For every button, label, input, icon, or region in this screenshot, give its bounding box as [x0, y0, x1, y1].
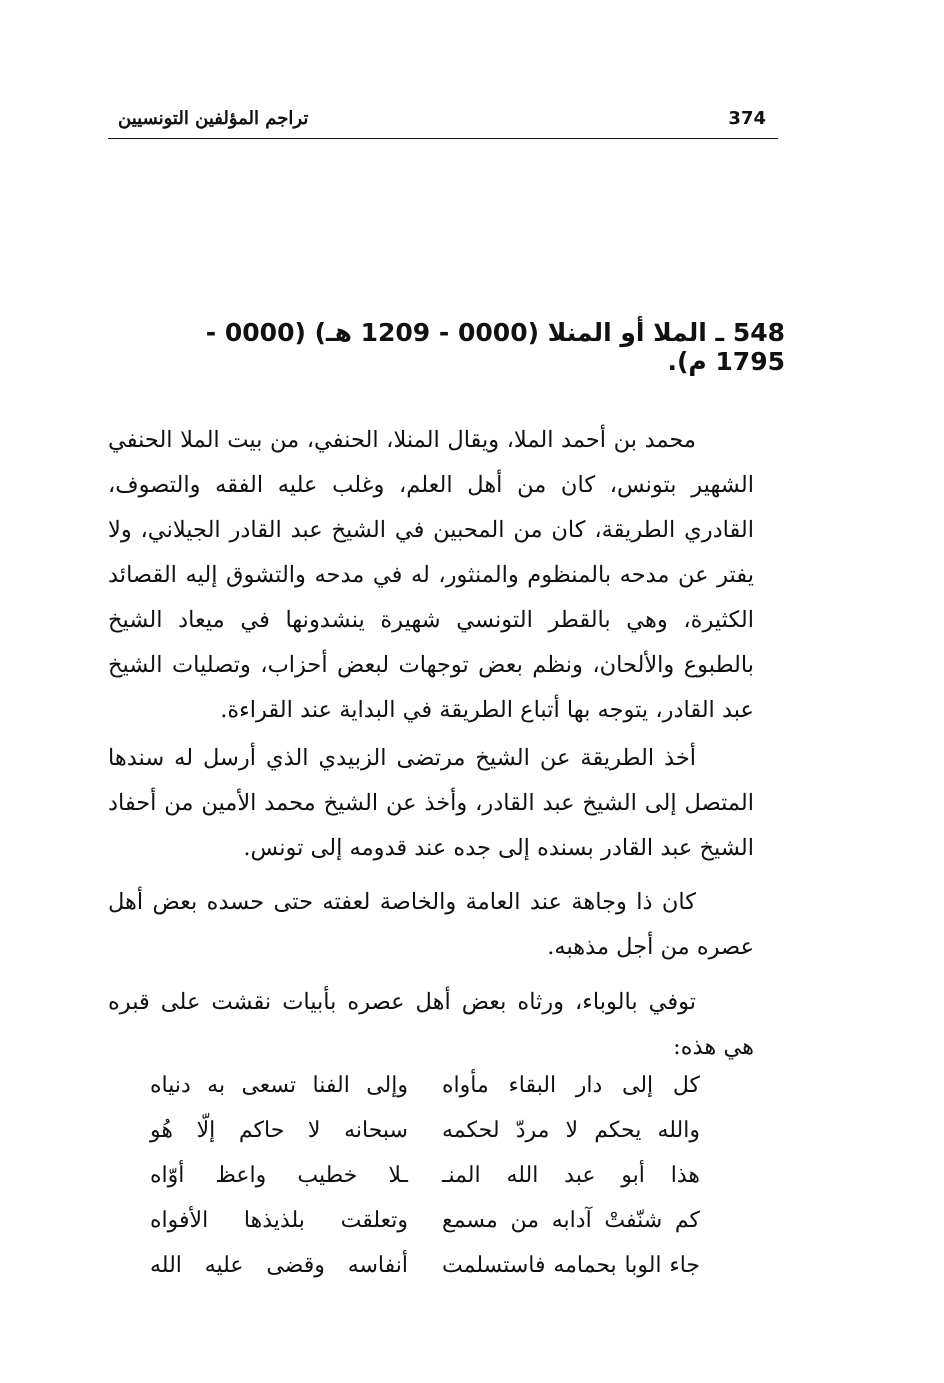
- paragraph-standing: [108, 880, 754, 970]
- verse-second-hemistich: أنفاسه وقضى عليه الله: [150, 1253, 408, 1278]
- verse-second-hemistich: وإلى الفنا تسعى به دنياه: [150, 1073, 408, 1098]
- verse-first-hemistich: كل إلى دار البقاء مأواه: [442, 1073, 700, 1098]
- entry-heading: 548 ـ الملا أو المنلا (0000 - 1209 هـ) (0000 - 1795 م).: [205, 318, 785, 376]
- paragraph-text: كان ذا وجاهة عند العامة والخاصة لعفته حتى حسده بعض أهل عصره من أجل مذهبه.: [108, 889, 754, 960]
- verse-first-hemistich: جاء الوبا بحمامه فاستسلمت: [442, 1253, 700, 1278]
- poem-verse: [150, 1198, 700, 1243]
- verse-first-hemistich: والله يحكم لا مردّ لحكمه: [442, 1118, 700, 1143]
- paragraph-text: توفي بالوباء، ورثاه بعض أهل عصره بأبيات نقشت على قبره هي هذه:: [108, 989, 754, 1060]
- paragraph-biography: [108, 418, 754, 733]
- paragraph-text: محمد بن أحمد الملا، ويقال المنلا، الحنفي، من بيت الملا الحنفي الشهير بتونس، كان من أهل العلم، وغلب عليه الفقه والتصوف، القادري الطريقة، كان من المحبين في الشيخ عبد القادر الجيلاني، ولا يفتر عن مدحه بالمنظوم والمنثور، له في مدحه والتشوق إليه القصائد الكثيرة، وهي بالقطر التونسي شهيرة ينشدونها في ميعاد الشيخ بالطبوع والألحان، ونظم بعض توجهات لبعض أحزاب، وتصليات الشيخ عبد القادر، يتوجه بها أتباع الطريقة في البداية عند القراءة.: [108, 427, 754, 723]
- running-header: [108, 108, 778, 139]
- paragraph-death: [108, 980, 754, 1070]
- poem-verse: [150, 1108, 700, 1153]
- paragraph-lineage: [108, 736, 754, 871]
- page-number: 374: [728, 108, 766, 129]
- verse-second-hemistich: سبحانه لا حاكم إلّا هُو: [150, 1118, 408, 1143]
- poem-verse: [150, 1063, 700, 1108]
- elegy-poem: [150, 1063, 700, 1288]
- verse-first-hemistich: هذا أبو عبد الله المنـ: [442, 1163, 700, 1188]
- verse-second-hemistich: ـلا خطيب واعظ أوّاه: [150, 1163, 408, 1188]
- verse-first-hemistich: كم شنّفتْ آدابه من مسمع: [442, 1208, 700, 1233]
- verse-second-hemistich: وتعلقت بلذيذها الأفواه: [150, 1208, 408, 1233]
- poem-verse: [150, 1243, 700, 1288]
- paragraph-text: أخذ الطريقة عن الشيخ مرتضى الزبيدي الذي أرسل له سندها المتصل إلى الشيخ عبد القادر، وأخذ عن الشيخ محمد الأمين من أحفاد الشيخ عبد القادر بسنده إلى جده عند قدومه إلى تونس.: [108, 745, 754, 861]
- poem-verse: [150, 1153, 700, 1198]
- book-title: تراجم المؤلفين التونسيين: [118, 108, 309, 129]
